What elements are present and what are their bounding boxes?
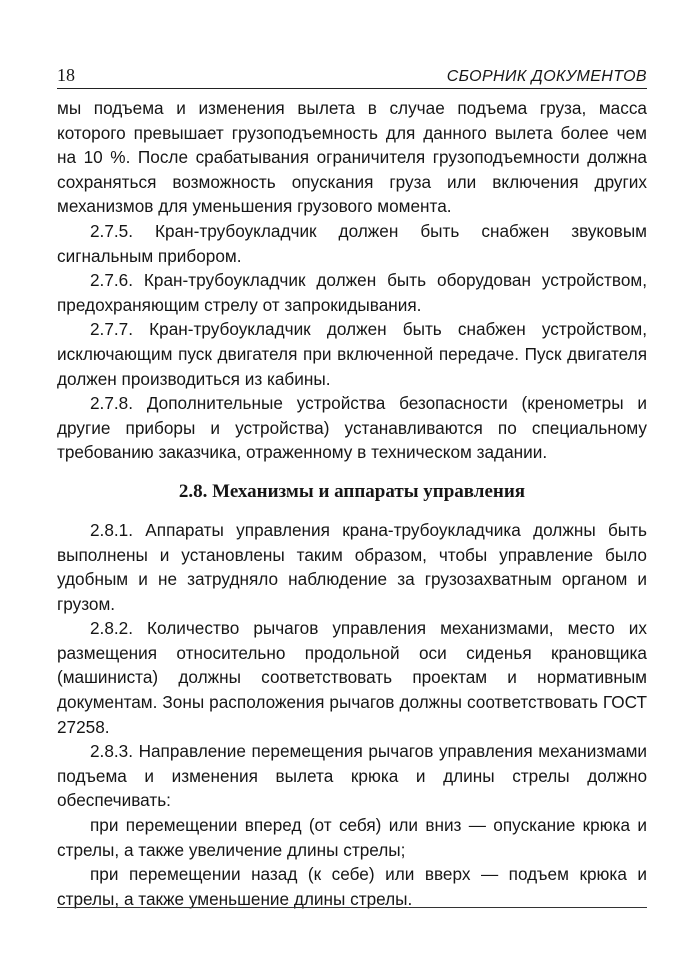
page-header (57, 62, 647, 89)
paragraph-continuation: мы подъема и изменения вылета в случае подъема груза, масса которого превышает грузоподъемность для данного вылета более чем на 10 %. После срабатывания ограничителя грузоподъемности должна сохраняться возможность опускания груза или включения других механизмов для уменьшения грузового момента. (57, 98, 647, 217)
paragraph-forward-movement: при перемещении вперед (от себя) или вниз — опускание крюка и стрелы, а также увеличение длины стрелы; (57, 815, 647, 860)
paragraph-2-7-8: 2.7.8. Дополнительные устройства безопасности (кренометры и другие приборы и устройства) устанавливаются по специальному требованию заказчика, отраженному в техническом задании. (57, 393, 647, 463)
paragraph-2-7-7: 2.7.7. Кран-трубоукладчик должен быть снабжен устройством, исключающим пуск двигателя при включенной передаче. Пуск двигателя должен производиться из кабины. (57, 319, 647, 389)
paragraph-2-8-2: 2.8.2. Количество рычагов управления механизмами, место их размещения относительно продольной оси сиденья крановщика (машиниста) должны соответствовать проектам и нормативным документам. Зоны расположения рычагов должны соответствовать ГОСТ 27258. (57, 618, 647, 737)
section-heading: 2.8. Механизмы и аппараты управления (178, 480, 526, 502)
footer-rule (57, 907, 647, 908)
page-content (57, 96, 647, 911)
running-title: СБОРНИК ДОКУМЕНТОВ (446, 68, 647, 85)
paragraph-2-7-5: 2.7.5. Кран-трубоукладчик должен быть снабжен звуковым сигнальным прибором. (57, 220, 647, 266)
paragraph-2-7-6: 2.7.6. Кран-трубоукладчик должен быть оборудован устройством, предохраняющим стрелу от запрокидывания. (57, 270, 647, 315)
paragraph-backward-movement: при перемещении назад (к себе) или вверх — подъем крюка и стрелы, а также уменьшение длины стрелы. (57, 864, 647, 909)
paragraph-2-8-3: 2.8.3. Направление перемещения рычагов управления механизмами подъема и изменения вылета крюка и длины стрелы должно обеспечивать: (57, 741, 647, 811)
document-page (57, 62, 647, 911)
paragraph-2-8-1: 2.8.1. Аппараты управления крана-трубоукладчика должны быть выполнены и установлены таким образом, чтобы управление было удобным и не затрудняло наблюдение за грузозахватным органом и грузом. (57, 519, 647, 614)
page-number: 18 (57, 65, 75, 85)
